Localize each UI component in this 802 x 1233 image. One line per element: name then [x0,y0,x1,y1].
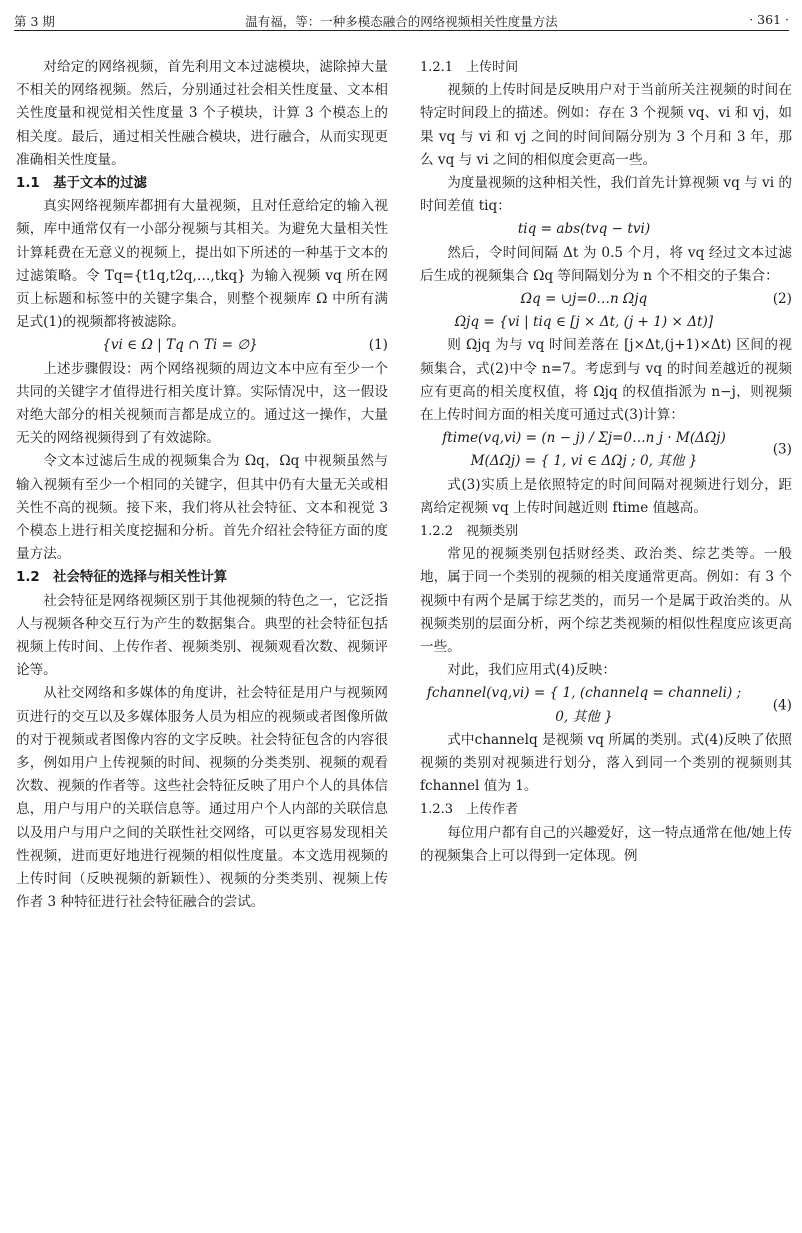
paragraph: 社会特征是网络视频区别于其他视频的特色之一，它泛指人与视频各种交互行为产生的数据集合。典型的社会特征包括视频上传时间、上传作者、视频类别、视频观看次数、视频评论等。 [16,592,388,679]
equation-3 [420,427,792,473]
running-title: 温有福，等：一种多模态融合的网络视频相关性度量方法 [245,14,558,29]
equation-body: M(ΔΩj) = { 1, vi ∈ ΔΩj ; 0, 其他 } [470,453,698,470]
equation-2 [420,288,792,311]
equation-4 [420,682,792,728]
equation-body: Ωq = ∪j=0…n Ωjq [520,291,648,308]
subsection-heading: 1.2.1 上传时间 [420,60,519,75]
equation-time-diff [420,218,792,241]
right-column [420,56,792,868]
header-rule [14,30,789,31]
equation-1 [16,334,388,357]
paragraph: 令文本过滤后生成的视频集合为 Ωq，Ωq 中视频虽然与输入视频有至少一个相同的关键字，但其中仍有大量无关或相关性不高的视频。接下来，我们将从社会特征、文本和视觉 3 个模态上进行相关度挖掘和分析。首先介绍社会特征方面的度量方法。 [16,453,388,563]
paragraph: 则 Ωjq 为与 vq 时间差落在 [j×Δt,(j+1)×Δt) 区间的视频集合，式(2)中令 n=7。考虑到与 vq 的时间差越近的视频应有更高的相关度权值，将 Ωjq 的权值指派为 n−j，则视频在上传时间方面的相关度可通过式(3)计算： [420,337,792,423]
equation-2b [420,311,792,334]
issue-number: 第 3 期 [14,14,55,29]
paragraph: 式(3)实质上是依照特定的时间间隔对视频进行划分，距离给定视频 vq 上传时间越近则 ftime 值越高。 [420,476,792,516]
paragraph: 常见的视频类别包括财经类、政治类、综艺类等。一般地，属于同一个类别的视频的相关度通常更高。例如：有 3 个视频中有两个是属于综艺类的，而另一个是属于政治类的。从视频类别的层面分析，两个综艺类视频的相似性程度应该更高一些。 [420,546,792,656]
paragraph: 式中channelq 是视频 vq 所属的类别。式(4)反映了依照视频的类别对视频进行划分，落入到同一个类别的视频则其 fchannel 值为 1。 [420,731,792,795]
equation-number: (2) [772,291,792,308]
paragraph: 对此，我们应用式(4)反映： [447,662,616,679]
left-column [16,56,388,915]
equation-number: (4) [772,697,792,714]
paragraph: 真实网络视频库都拥有大量视频，且对任意给定的输入视频，库中通常仅有一小部分视频与其相关。为避免大量相关性计算耗费在无意义的视频上，提出如下所述的一种基于文本的过滤策略。令 Tq={t1q,t2q,…,tkq} 为输入视频 vq 所在网页上标题和标签中的关键字集合，则整个视频库 Ω 中所有满足式(1)的视频都将被滤除。 [16,198,388,331]
paragraph: 从社交网络和多媒体的角度讲，社会特征是用户与视频网页进行的交互以及多媒体服务人员为相应的视频或者图像所做的对于视频或者图像内容的文字反映。社会特征包含的内容很多，例如用户上传视频的时间、视频的分类类别、视频的观看次数、视频的作者等。这些社会特征反映了用户个人的具体信息，用户与用户的关联信息等。通过用户个人内部的关联信息以及用户与用户之间的关联性社交网络，可以更容易发现相关性视频，进而更好地进行视频的相似性度量。本文选用视频的上传时间（反映视频的新颖性）、视频的分类类别、视频上传作者 3 种特征进行社会特征融合的尝试。 [16,685,388,911]
section-heading: 1.2 社会特征的选择与相关性计算 [16,570,228,586]
equation-number: (1) [368,337,388,354]
paragraph: 然后，令时间间隔 Δt 为 0.5 个月，将 vq 经过文本过滤后生成的视频集合 Ωq 等间隔划分为 n 个不相交的子集合： [420,244,792,284]
equation-body: tiq = abs(tvq − tvi) [517,221,651,238]
equation-body: {vi ∈ Ω | Tq ∩ Ti = ∅} [102,337,258,354]
equation-body: fchannel(vq,vi) = { 1, (channelq = channeli) ; 0, 其他 } [426,685,742,725]
equation-body: Ωjq = {vi | tiq ∈ [j × Δt, (j + 1) × Δt)] [454,314,714,331]
page-number: · 361 · [749,12,789,27]
paragraph: 视频的上传时间是反映用户对于当前所关注视频的时间在特定时间段上的描述。例如：存在 3 个视频 vq、vi 和 vj，如果 vq 与 vi 和 vj 之间的时间间隔分别为 3 个月和 3 年，那么 vq 与 vi 之间的相似度会更高一些。 [420,82,792,168]
paragraph: 每位用户都有自己的兴趣爱好，这一特点通常在他/她上传的视频集合上可以得到一定体现。例 [420,824,792,864]
paragraph: 上述步骤假设：两个网络视频的周边文本中应有至少一个共同的关键字才值得进行相关度计算。实际情况中，这一假设对绝大部分的相关视频而言都是成立的。通过这一操作，大量无关的网络视频得到了有效滤除。 [16,360,388,447]
equation-body: ftime(vq,vi) = (n − j) / Σj=0…n j · M(ΔΩj) [442,430,726,447]
subsection-heading: 1.2.2 视频类别 [420,524,519,540]
subsection-heading: 1.2.3 上传作者 [420,802,519,818]
running-header [14,10,789,32]
equation-number: (3) [772,441,792,458]
paragraph: 对给定的网络视频，首先利用文本过滤模块，滤除掉大量不相关的网络视频。然后，分别通过社会相关性度量、文本相关性度量和视觉相关性度量 3 个子模块，计算 3 个模态上的相关度。最后，通过相关性融合模块，进行融合，从而实现更准确相关性度量。 [16,59,388,168]
section-heading: 1.1 基于文本的过滤 [16,176,147,192]
paragraph: 为度量视频的这种相关性，我们首先计算视频 vq 与 vi 的时间差值 tiq： [420,175,792,215]
